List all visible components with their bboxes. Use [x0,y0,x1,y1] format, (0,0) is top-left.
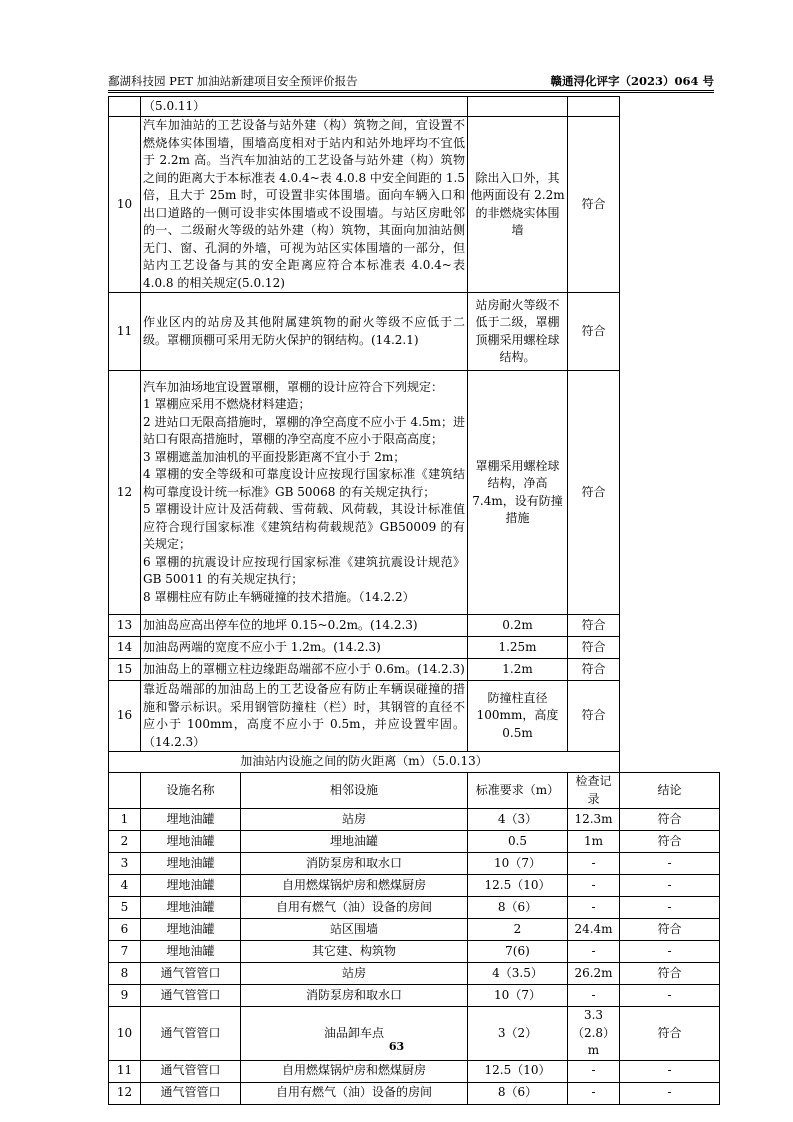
page-header [108,70,714,91]
check-record: - [568,1082,620,1104]
check-record: 1m [568,831,620,853]
table-row [109,681,720,752]
row-record: 站房耐火等级不低于二级，罩棚顶棚采用螺栓球结构。 [468,293,568,371]
column-header: 检查记录 [568,773,620,809]
canopy-rule-line: 6 罩棚的抗震设计应按现行国家标准《建筑抗震设计规范》GB 50011 的有关规定执行； [143,554,465,587]
table-row [109,853,720,875]
check-record: - [568,897,620,919]
row-number: 5 [109,897,141,919]
distance-table-body [109,809,720,1105]
conclusion: - [620,1060,720,1082]
column-header: 标准要求（m） [468,773,568,809]
adjacent-facility: 消防泵房和取水口 [241,853,468,875]
standard-requirement: 12.5（10） [468,875,568,897]
facility-name: 通气管管口 [141,1082,241,1104]
row-content: （5.0.11） [141,97,468,117]
facility-name: 通气管管口 [141,1060,241,1082]
row-number: 11 [109,293,141,371]
table-row [109,897,720,919]
standard-requirement: 12.5（10） [468,1060,568,1082]
facility-name: 埋地油罐 [141,919,241,941]
column-header: 相邻设施 [241,773,468,809]
standard-requirement: 3（2） [468,1007,568,1061]
table-row [109,919,720,941]
row-number: 8 [109,963,141,985]
header-rule [108,92,714,93]
canopy-rule-line: 1 罩棚应采用不燃烧材料建造； [143,397,311,412]
adjacent-facility: 消防泵房和取水口 [241,985,468,1007]
conclusion: 符合 [620,831,720,853]
row-result: 符合 [568,371,620,615]
table-row [109,371,720,615]
standard-requirement: 10（7） [468,853,568,875]
check-record: - [568,853,620,875]
row-result: 符合 [568,659,620,681]
conclusion: - [620,941,720,963]
row-content: 汽车加油站的工艺设备与站外建（构）筑物之间，宜设置不燃烧体实体围墙，围墙高度相对于站内和站外地坪均不宜低于 2.2m 高。当汽车加油站的工艺设备与站外建（构）筑物之间的距离大于本标准表 4.0.4~表 4.0.8 中安全间距的 1.5 倍，且大于 25m 时，可设置非实体围墙。面向车辆入口和出口道路的一侧可设非实体围墙或不设围墙。与站区房毗邻的一、二级耐火等级的站外建（构）筑物，其面向加油站侧无门、窗、孔洞的外墙，可视为站区实体围墙的一部分，但站内工艺设备与其的安全距离应符合本标准表 4.0.4~表 4.0.8 的相关规定(5.0.12) [141,117,468,293]
adjacent-facility: 埋地油罐 [241,831,468,853]
row-result: 符合 [568,637,620,659]
row-number [109,97,141,117]
table-row [109,1060,720,1082]
facility-name: 埋地油罐 [141,941,241,963]
standard-requirement: 10（7） [468,985,568,1007]
canopy-rule-line: 5 罩棚设计应计及活荷载、雪荷载、风荷载，其设计标准值应符合现行国家标准《建筑结构荷载规范》GB50009 的有关规定； [143,502,465,552]
canopy-rule-line: 8 罩棚柱应有防止车辆碰撞的技术措施。（14.2.2） [143,589,415,604]
conclusion: 符合 [620,809,720,831]
row-record: 防撞柱直径 100mm，高度 0.5m [468,681,568,752]
row-content: 加油岛两端的宽度不应小于 1.2m。(14.2.3) [141,637,468,659]
adjacent-facility: 自用燃煤锅炉房和燃煤厨房 [241,1060,468,1082]
table-row [109,985,720,1007]
adjacent-facility: 其它建、构筑物 [241,941,468,963]
conclusion: - [620,985,720,1007]
table-row [109,941,720,963]
conclusion: - [620,853,720,875]
row-number: 2 [109,831,141,853]
standard-requirement: 2 [468,919,568,941]
standard-requirement: 0.5 [468,831,568,853]
table-row [109,963,720,985]
facility-name: 埋地油罐 [141,875,241,897]
adjacent-facility: 油品卸车点 [241,1007,468,1061]
facility-name: 埋地油罐 [141,831,241,853]
row-number: 7 [109,941,141,963]
canopy-rule-line: 汽车加油场地宜设置罩棚，罩棚的设计应符合下列规定： [143,379,444,394]
row-record [468,97,568,117]
page-number: 63 [388,1040,405,1053]
check-record: - [568,985,620,1007]
adjacent-facility: 站房 [241,963,468,985]
check-record: - [568,1060,620,1082]
standard-requirement: 4（3） [468,809,568,831]
row-number: 11 [109,1060,141,1082]
row-record: 罩棚采用螺栓球结构，净高 7.4m，设有防撞措施 [468,371,568,615]
conclusion: - [620,875,720,897]
row-result [568,97,620,117]
conclusion: - [620,897,720,919]
row-number: 12 [109,371,141,615]
row-number: 12 [109,1082,141,1104]
check-record: - [568,941,620,963]
row-number: 3 [109,853,141,875]
column-header: 设施名称 [141,773,241,809]
adjacent-facility: 自用有燃气（油）设备的房间 [241,1082,468,1104]
row-number: 15 [109,659,141,681]
canopy-rule-line: 4 罩棚的安全等级和可靠度设计应按现行国家标准《建筑结构可靠度设计统一标准》GB 50068 的有关规定执行； [143,467,465,499]
column-header: 结论 [620,773,720,809]
row-number: 4 [109,875,141,897]
standard-requirement: 8（6） [468,897,568,919]
row-number: 6 [109,919,141,941]
standard-requirement: 7(6) [468,941,568,963]
facility-name: 埋地油罐 [141,809,241,831]
table-row [109,831,720,853]
conclusion: 符合 [620,963,720,985]
adjacent-facility: 站房 [241,809,468,831]
table-row [109,293,720,371]
table-row [109,637,720,659]
distance-table-title-row [109,752,720,773]
header-title: 鄱湖科技园 PET 加油站新建项目安全预评价报告 [108,74,358,88]
check-record: 12.3m [568,809,620,831]
row-content: 加油岛应高出停车位的地坪 0.15~0.2m。(14.2.3) [141,615,468,637]
row-number: 13 [109,615,141,637]
row-result: 符合 [568,117,620,293]
standard-requirement: 8（6） [468,1082,568,1104]
row-result: 符合 [568,681,620,752]
row-content: 加油岛上的罩棚立柱边缘距岛端部不应小于 0.6m。(14.2.3) [141,659,468,681]
check-record: 26.2m [568,963,620,985]
row-record: 1.25m [468,637,568,659]
header-report-number: 赣通浔化评字（2023）064 号 [550,74,714,88]
facility-name: 埋地油罐 [141,897,241,919]
row-record: 1.2m [468,659,568,681]
row-number: 16 [109,681,141,752]
check-record: - [568,875,620,897]
table-row [109,97,720,117]
adjacent-facility: 站区围墙 [241,919,468,941]
distance-table-title: 加油站内设施之间的防火距离（m）（5.0.13） [109,752,620,773]
standard-requirement: 4（3.5） [468,963,568,985]
facility-name: 通气管管口 [141,985,241,1007]
check-table [108,96,720,1105]
row-number: 10 [109,117,141,293]
table-row [109,659,720,681]
conclusion: 符合 [620,919,720,941]
canopy-rule-line: 3 罩棚遮盖加油机的平面投影距离不宜小于 2m； [143,449,406,464]
table-row [109,117,720,293]
row-number: 14 [109,637,141,659]
table-row [109,615,720,637]
row-record: 除出入口外，其他两面设有 2.2m 的非燃烧实体围墙 [468,117,568,293]
adjacent-facility: 自用有燃气（油）设备的房间 [241,897,468,919]
row-result: 符合 [568,293,620,371]
row-record: 0.2m [468,615,568,637]
adjacent-facility: 自用燃煤锅炉房和燃煤厨房 [241,875,468,897]
check-record: 24.4m [568,919,620,941]
row-content: 作业区内的站房及其他附属建筑物的耐火等级不应低于二级。罩棚顶棚可采用无防火保护的钢结构。(14.2.1) [141,293,468,371]
conclusion: 符合 [620,1007,720,1061]
distance-table-header-row [109,773,720,809]
facility-name: 通气管管口 [141,963,241,985]
row-number: 10 [109,1007,141,1061]
facility-name: 埋地油罐 [141,853,241,875]
row-content: 靠近岛端部的加油岛上的工艺设备应有防止车辆误碰撞的措施和警示标识。采用钢管防撞柱（栏）时，其钢管的直径不应小于 100mm，高度不应小于 0.5m，并应设置牢固。（14.2.3） [141,681,468,752]
conclusion: - [620,1082,720,1104]
table-row [109,875,720,897]
check-record: 3.3（2.8）m [568,1007,620,1061]
table-row [109,809,720,831]
row-number: 9 [109,985,141,1007]
row-result: 符合 [568,615,620,637]
row-content [141,371,468,615]
table-row [109,1082,720,1104]
row-number: 1 [109,809,141,831]
canopy-rule-line: 2 进站口无限高措施时，罩棚的净空高度不应小于 4.5m；进站口有限高措施时，罩棚的净空高度不应小于限高高度； [143,414,465,447]
facility-name: 通气管管口 [141,1007,241,1061]
